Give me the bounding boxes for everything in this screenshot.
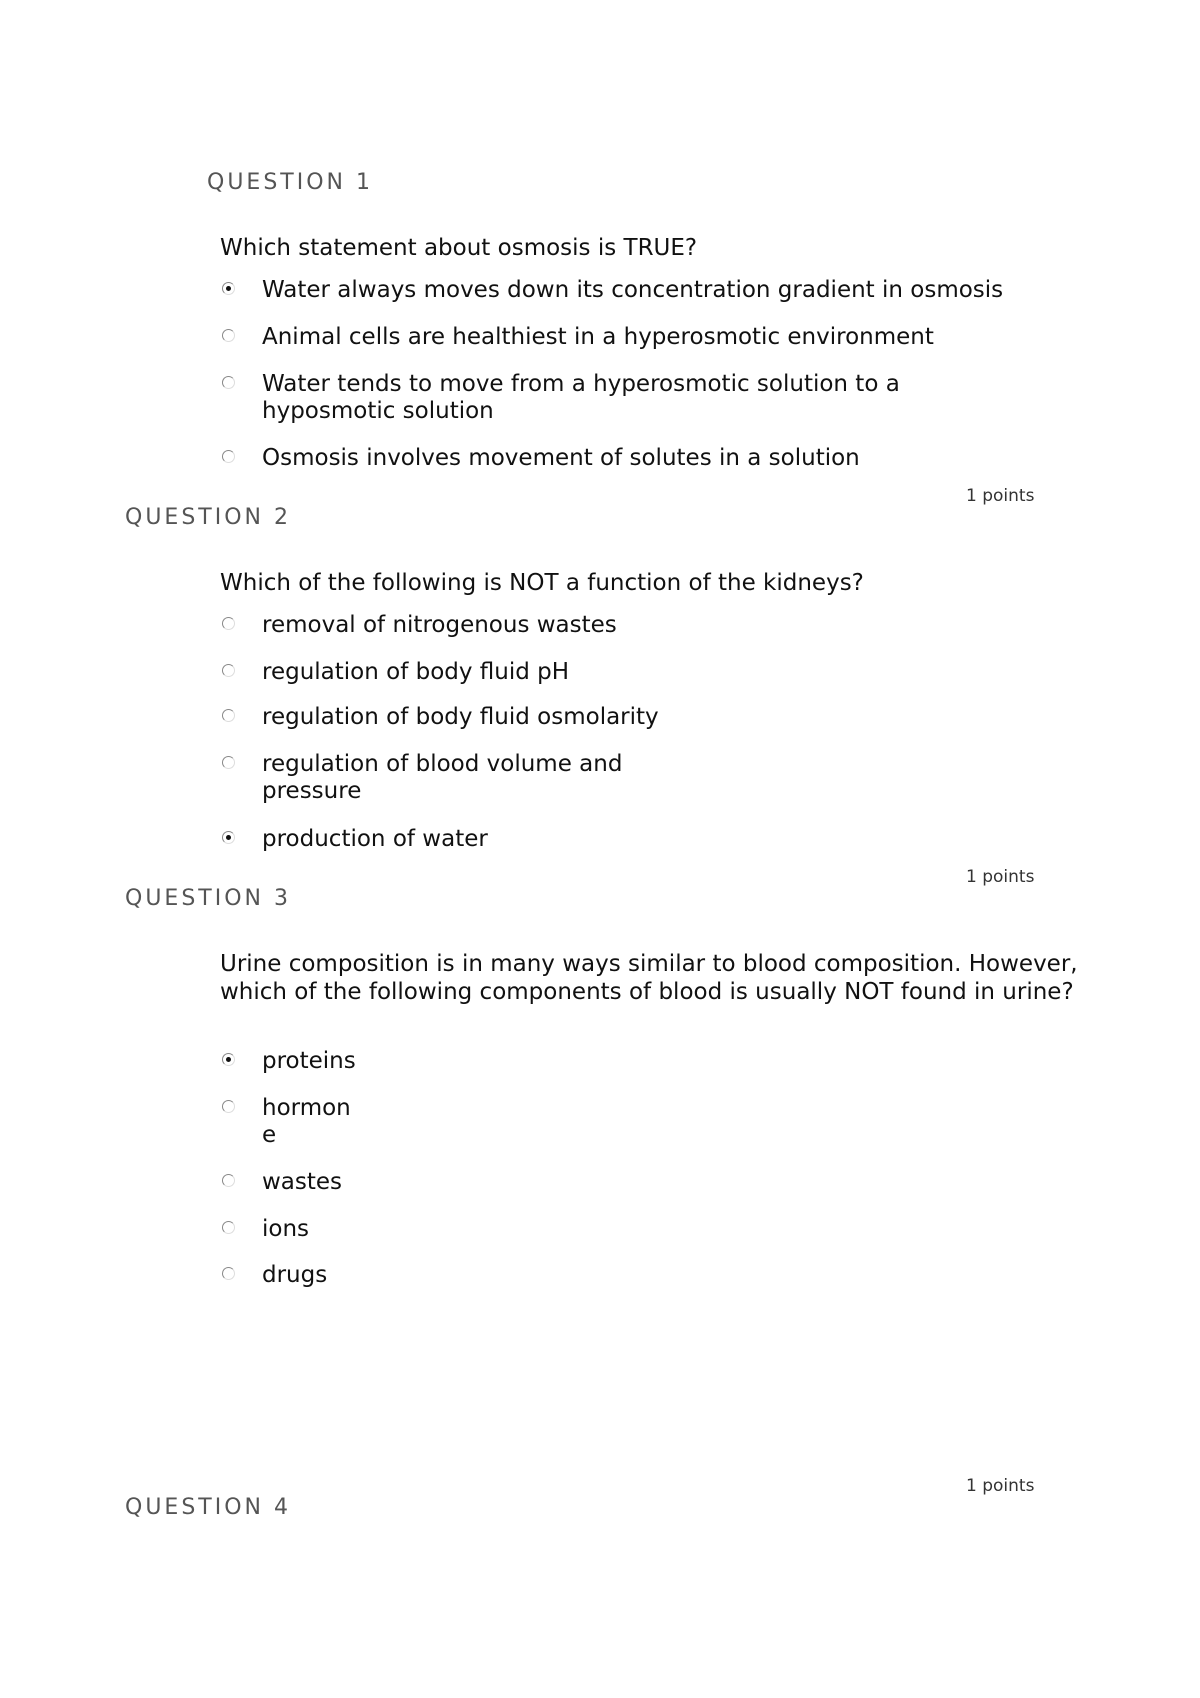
question-1-option-4[interactable] <box>222 445 1102 472</box>
radio-icon[interactable] <box>222 1267 235 1280</box>
question-1-points: 1 points <box>966 486 1035 506</box>
question-3-option-4[interactable] <box>222 1216 1102 1243</box>
radio-icon[interactable] <box>222 756 235 769</box>
radio-selected-icon[interactable] <box>222 1053 235 1066</box>
question-3-option-2[interactable] <box>222 1095 1102 1149</box>
question-2-option-3[interactable] <box>222 704 1102 731</box>
radio-icon[interactable] <box>222 1174 235 1187</box>
option-label: regulation of blood volume and pressure <box>262 751 623 804</box>
option-label: Water tends to move from a hyperosmotic solution to a hyposmotic solution <box>262 371 900 424</box>
question-3-heading: QUESTION 3 <box>125 886 291 911</box>
question-2-option-4[interactable] <box>222 751 1102 805</box>
question-2-option-2[interactable] <box>222 659 1102 686</box>
question-1-option-3[interactable] <box>222 371 1102 425</box>
question-3-option-5[interactable] <box>222 1262 1102 1289</box>
question-2-option-5[interactable] <box>222 826 1102 853</box>
radio-icon[interactable] <box>222 617 235 630</box>
radio-selected-icon[interactable] <box>222 282 235 295</box>
option-label: Water always moves down its concentration gradient in osmosis <box>262 277 1004 303</box>
question-3-text: Urine composition is in many ways similar to blood composition. However, which of the following components of blood is usually NOT found in urine? <box>220 951 1078 1005</box>
question-3-option-1[interactable] <box>222 1048 1102 1075</box>
radio-selected-icon[interactable] <box>222 831 235 844</box>
option-label: removal of nitrogenous wastes <box>262 612 617 638</box>
radio-icon[interactable] <box>222 1221 235 1234</box>
question-4-heading: QUESTION 4 <box>125 1495 291 1520</box>
option-label: production of water <box>262 826 488 852</box>
option-label: Osmosis involves movement of solutes in a solution <box>262 445 860 471</box>
option-label: Animal cells are healthiest in a hyperosmotic environment <box>262 324 934 350</box>
option-label: wastes <box>262 1169 343 1195</box>
option-label: drugs <box>262 1262 328 1288</box>
option-label: ions <box>262 1216 310 1242</box>
question-2-points: 1 points <box>966 867 1035 887</box>
question-1-heading: QUESTION 1 <box>207 170 373 195</box>
option-label: regulation of body fluid pH <box>262 659 570 685</box>
question-2-heading: QUESTION 2 <box>125 505 291 530</box>
option-label: proteins <box>262 1048 356 1074</box>
radio-icon[interactable] <box>222 709 235 722</box>
option-label: regulation of body fluid osmolarity <box>262 704 659 730</box>
question-3-points: 1 points <box>966 1476 1035 1496</box>
radio-icon[interactable] <box>222 329 235 342</box>
radio-icon[interactable] <box>222 376 235 389</box>
radio-icon[interactable] <box>222 664 235 677</box>
question-1-option-2[interactable] <box>222 324 1102 351</box>
question-2-text: Which of the following is NOT a function of the kidneys? <box>220 570 864 596</box>
question-1-text: Which statement about osmosis is TRUE? <box>220 235 698 261</box>
question-1-option-1[interactable] <box>222 277 1102 304</box>
question-2-option-1[interactable] <box>222 612 1102 639</box>
radio-icon[interactable] <box>222 1100 235 1113</box>
question-3-option-3[interactable] <box>222 1169 1102 1196</box>
option-label: hormone <box>262 1095 351 1148</box>
radio-icon[interactable] <box>222 450 235 463</box>
